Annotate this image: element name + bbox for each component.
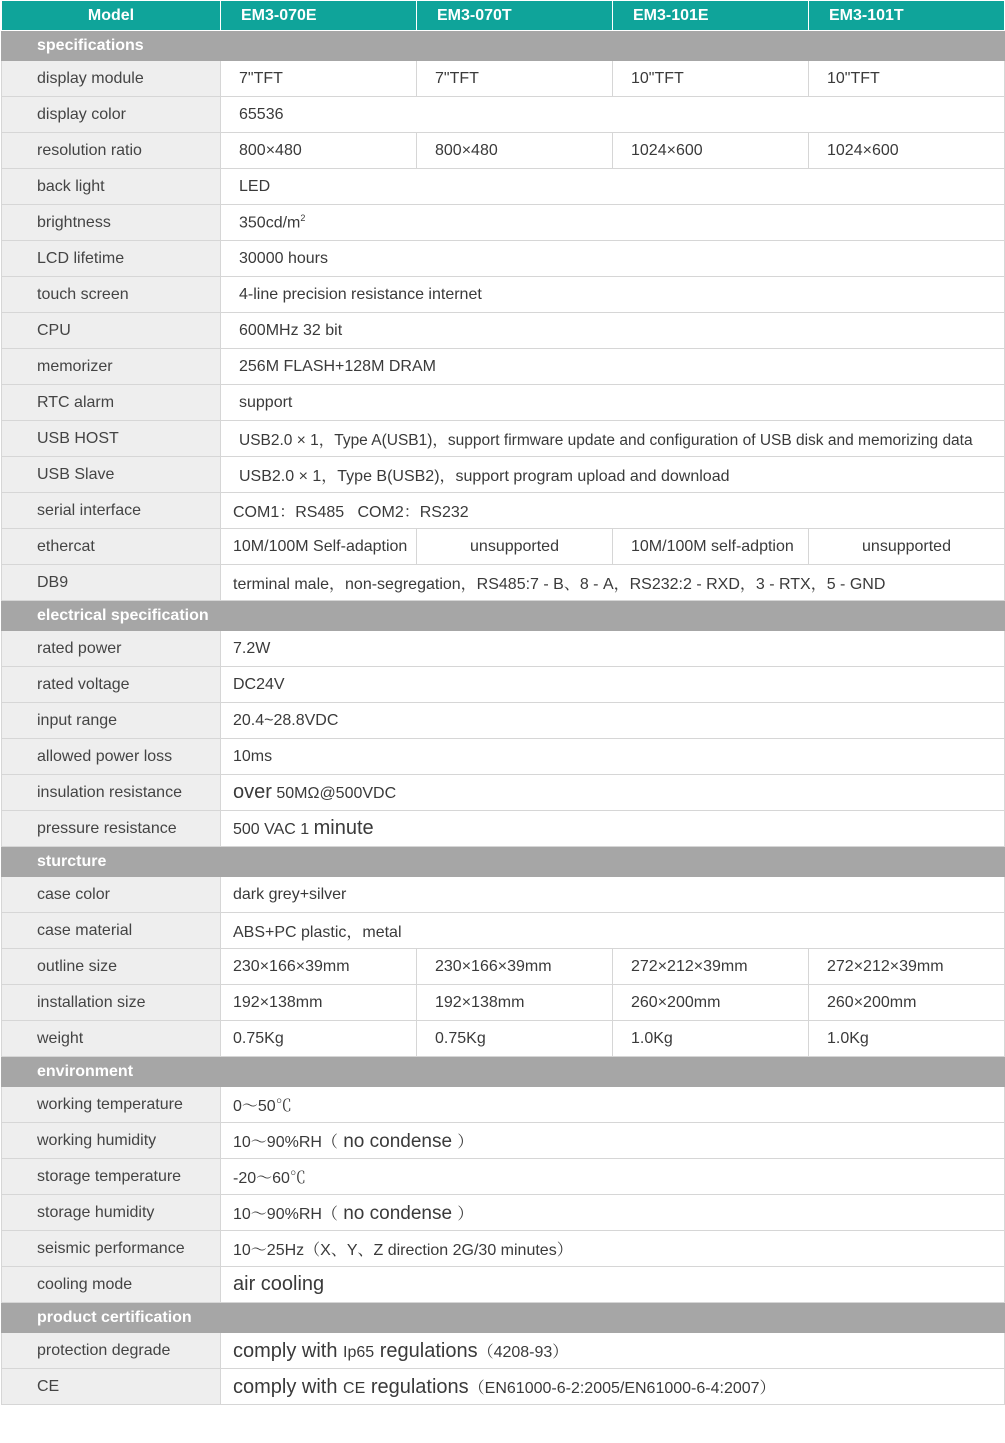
row-label: CE [2,1369,221,1405]
row-label: rated voltage [2,667,221,703]
row-label: DB9 [2,565,221,601]
section-environment [2,1057,1005,1087]
humidity-close: ） [457,1133,474,1151]
row-label: serial interface [2,493,221,529]
cell-value: -20～60℃ [221,1159,1005,1195]
row-label: resolution ratio [2,133,221,169]
section-specifications [2,31,1005,61]
row-brightness [2,205,1005,241]
cert-text: regulations [374,1339,478,1362]
cert-code: CE [343,1379,366,1397]
cell-value: 10～25Hz（X、Y、Z direction 2G/30 minutes） [221,1231,1005,1267]
cell-value: 256M FLASH+128M DRAM [221,349,1005,385]
cell-value: USB2.0 × 1，Type B(USB2)，support program upload and download [221,457,1005,493]
humidity-range: 10～90%RH（ [233,1133,338,1151]
row-label: ethercat [2,529,221,565]
row-label: seismic performance [2,1231,221,1267]
row-label: input range [2,703,221,739]
model-em3-101e: EM3-101E [613,1,809,31]
row-label: CPU [2,313,221,349]
cell-value: 272×212×39mm [613,949,809,985]
cell-value: 192×138mm [417,985,613,1021]
row-label: rated power [2,631,221,667]
cert-text: comply with [233,1375,344,1398]
cert-text: regulations [365,1375,469,1398]
row-label: LCD lifetime [2,241,221,277]
row-case-material [2,913,1005,949]
section-title: environment [2,1057,1005,1087]
cell-value: 10ms [221,739,1005,775]
cert-standard: （EN61000-6-2:2005/EN61000-6-4:2007） [468,1379,776,1397]
cell-value: dark grey+silver [221,877,1005,913]
cell-value: 0～50℃ [221,1087,1005,1123]
row-rtc-alarm [2,385,1005,421]
row-label: display module [2,61,221,97]
cell-value: 192×138mm [221,985,417,1021]
cell-value: 7.2W [221,631,1005,667]
cell-value: 10M/100M Self-adaption [221,529,417,565]
cell-value [221,1333,1005,1369]
section-title: product certification [2,1303,1005,1333]
row-label: display color [2,97,221,133]
cell-value [221,811,1005,847]
row-label: USB Slave [2,457,221,493]
row-case-color [2,877,1005,913]
cell-value: 230×166×39mm [221,949,417,985]
cell-value: 1024×600 [809,133,1005,169]
cell-value: 7"TFT [417,61,613,97]
row-label: insulation resistance [2,775,221,811]
cell-value [221,205,1005,241]
row-cooling-mode [2,1267,1005,1303]
row-outline-size [2,949,1005,985]
section-title: specifications [2,31,1005,61]
row-serial-interface [2,493,1005,529]
row-ce [2,1369,1005,1405]
cell-value: 0.75Kg [417,1021,613,1057]
row-working-temperature [2,1087,1005,1123]
row-display-module [2,61,1005,97]
pressure-value: 500 VAC 1 [233,821,314,838]
cell-value: 800×480 [221,133,417,169]
row-rated-power [2,631,1005,667]
cell-value: 7"TFT [221,61,417,97]
row-working-humidity [2,1123,1005,1159]
row-label: cooling mode [2,1267,221,1303]
cell-value: 65536 [221,97,1005,133]
row-input-range [2,703,1005,739]
insulation-value: 50MΩ@500VDC [271,785,397,802]
cell-value: 10M/100M self-adption [613,529,809,565]
cell-value: unsupported [809,529,1005,565]
row-protection-degrade [2,1333,1005,1369]
cell-value: 230×166×39mm [417,949,613,985]
row-memorizer [2,349,1005,385]
cell-value: 272×212×39mm [809,949,1005,985]
row-label: outline size [2,949,221,985]
row-rated-voltage [2,667,1005,703]
cell-value: 1.0Kg [613,1021,809,1057]
insulation-prefix: over [233,781,272,803]
cell-value: support [221,385,1005,421]
section-certification [2,1303,1005,1333]
row-label: working humidity [2,1123,221,1159]
section-electrical [2,601,1005,631]
cell-value: 800×480 [417,133,613,169]
humidity-note: no condense [337,1202,458,1224]
row-insulation-resistance [2,775,1005,811]
cell-value: 260×200mm [613,985,809,1021]
brightness-unit-sup: 2 [300,212,306,223]
row-touch-screen [2,277,1005,313]
row-label: protection degrade [2,1333,221,1369]
cell-value: USB2.0 × 1，Type A(USB1)，support firmware update and configuration of USB disk and memorizing data [221,421,1005,457]
cert-standard: （4208-93） [477,1343,569,1361]
cell-value: 1024×600 [613,133,809,169]
cell-value: 10"TFT [809,61,1005,97]
row-label: brightness [2,205,221,241]
cell-value: 260×200mm [809,985,1005,1021]
row-display-color [2,97,1005,133]
cell-value: COM1：RS485 COM2：RS232 [221,493,1005,529]
cell-value [221,775,1005,811]
row-installation-size [2,985,1005,1021]
header-row [2,1,1005,31]
cell-value: 10"TFT [613,61,809,97]
row-usb-host [2,421,1005,457]
row-resolution-ratio [2,133,1005,169]
humidity-range: 10～90%RH（ [233,1205,338,1223]
cell-value: 4-line precision resistance internet [221,277,1005,313]
row-label: weight [2,1021,221,1057]
row-label: allowed power loss [2,739,221,775]
humidity-note: no condense [337,1130,458,1152]
model-header: Model [2,1,221,31]
row-pressure-resistance [2,811,1005,847]
row-label: storage humidity [2,1195,221,1231]
row-usb-slave [2,457,1005,493]
row-label: working temperature [2,1087,221,1123]
cell-value: air cooling [221,1267,1005,1303]
row-lcd-lifetime [2,241,1005,277]
section-title: electrical specification [2,601,1005,631]
row-ethercat [2,529,1005,565]
row-label: RTC alarm [2,385,221,421]
row-back-light [2,169,1005,205]
cell-value: DC24V [221,667,1005,703]
row-label: installation size [2,985,221,1021]
row-allowed-power-loss [2,739,1005,775]
row-label: memorizer [2,349,221,385]
row-storage-humidity [2,1195,1005,1231]
spec-table [1,0,1005,1405]
cell-value: terminal male，non-segregation，RS485:7 - B、8 - A，RS232:2 - RXD，3 - RTX，5 - GND [221,565,1005,601]
row-label: case color [2,877,221,913]
row-label: back light [2,169,221,205]
row-cpu [2,313,1005,349]
humidity-close: ） [457,1205,474,1223]
row-label: pressure resistance [2,811,221,847]
row-label: touch screen [2,277,221,313]
row-label: storage temperature [2,1159,221,1195]
cert-text: comply with [233,1339,344,1362]
model-em3-101t: EM3-101T [809,1,1005,31]
row-label: USB HOST [2,421,221,457]
cell-value: 20.4~28.8VDC [221,703,1005,739]
cell-value: 0.75Kg [221,1021,417,1057]
brightness-value: 350cd/m [239,214,301,232]
row-weight [2,1021,1005,1057]
section-structure [2,847,1005,877]
cell-value: unsupported [417,529,613,565]
cell-value: ABS+PC plastic，metal [221,913,1005,949]
cell-value: 1.0Kg [809,1021,1005,1057]
model-em3-070t: EM3-070T [417,1,613,31]
row-label: case material [2,913,221,949]
pressure-suffix: minute [313,817,374,839]
model-em3-070e: EM3-070E [221,1,417,31]
row-storage-temperature [2,1159,1005,1195]
cell-value: 30000 hours [221,241,1005,277]
section-title: sturcture [2,847,1005,877]
row-seismic-performance [2,1231,1005,1267]
cell-value: 600MHz 32 bit [221,313,1005,349]
cert-code: Ip65 [343,1343,375,1361]
cell-value [221,1369,1005,1405]
cell-value [221,1123,1005,1159]
cell-value: LED [221,169,1005,205]
row-db9 [2,565,1005,601]
cell-value [221,1195,1005,1231]
